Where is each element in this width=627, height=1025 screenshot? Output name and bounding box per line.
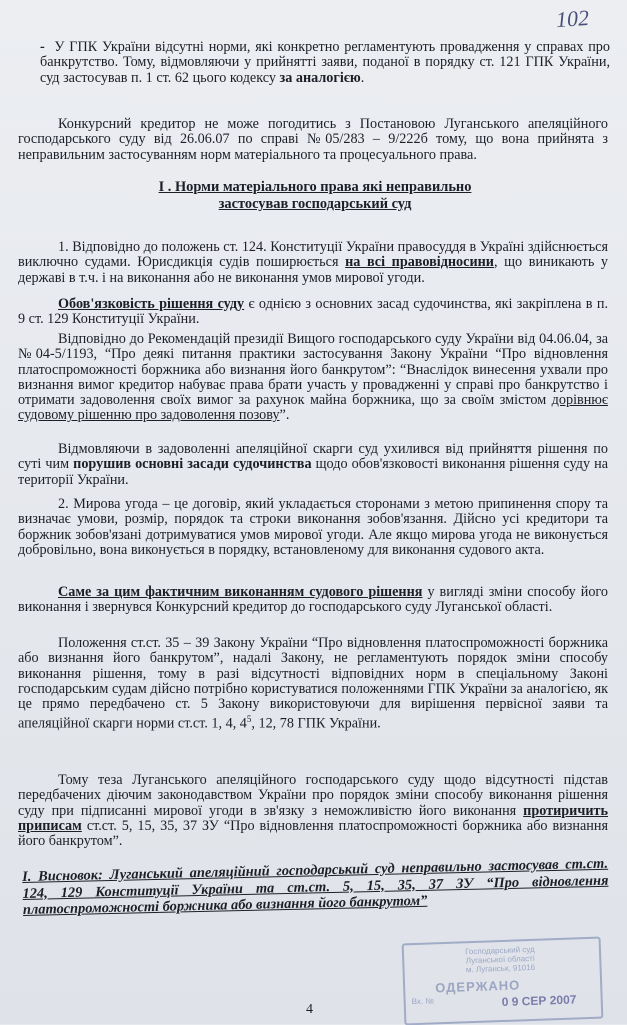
section-heading-line2: застосував господарський суд xyxy=(218,196,412,212)
p7-superscript: 5 xyxy=(246,714,252,725)
p2-emphasis: Обов'язковість рішення суду xyxy=(58,296,245,312)
p6-text: у вигляді зміни способу його виконання і звернувся Конкурсний кредитор до господарського суду Луганської області. xyxy=(18,584,608,616)
paragraph-3 xyxy=(18,332,608,424)
stamp-date: 0 9 СЕР 2007 xyxy=(501,992,577,1010)
paragraph-2 xyxy=(18,297,608,328)
p8-text-b: ст.ст. 5, 15, 35, 37 ЗУ “Про відновлення платоспроможності боржника або визнання його банкрутом”. xyxy=(18,817,608,850)
p6-emphasis: Саме за цим фактичним виконанням судового рішення xyxy=(58,584,423,600)
intro-bold: за аналогією xyxy=(279,69,361,86)
conclusion: І. Висновок: Луганський апеляційний господарський суд неправильно застосував ст.ст. 124, 129 Конституції України та ст.ст. 5, 15, 35, 37 ЗУ “Про відновлення платоспроможності боржника або визнання його банкрутом” xyxy=(22,855,609,918)
p8-text-a: Тому теза Луганського апеляційного господарського суду щодо відсутності підстав передбачених діючим законодавством України про порядок зміни способу виконання рішення суду при підписанні мирової угоди в зв'язку з неможливістю його виконання xyxy=(18,772,608,819)
stamp-line2: Луганської області xyxy=(465,953,535,966)
p3-text-a: Відповідно до Рекомендацій президії Вищого господарського суду України від 04.06.04, за №04-5/1193, “Про деякі питання практики застосування Закону України “Про відновлення платоспроможності боржника або визнання його банкрутом”: “Внаслідок винесення ухвали про визнання вимог кредитор набуває права брати участь у провадженні у справі про банкрутство і отримати задоволення своїх вимог за рахунок майна боржника, що за своїм змістом xyxy=(18,331,608,409)
stamp-line3: м. Луганськ, 91016 xyxy=(465,962,536,975)
section-heading xyxy=(100,179,530,213)
p4-text-a: Відмовляючи в задоволенні апеляційної скарги суд ухилився від прийняття рішення по суті чим xyxy=(18,441,608,473)
p7-text-b: , 12, 78 ГПК України. xyxy=(251,716,381,733)
handwritten-page-number: 102 xyxy=(555,4,590,33)
stamp-incoming-number: Вх. № xyxy=(411,996,435,1007)
p1-emphasis: на всі правовідносини xyxy=(345,254,494,271)
paragraph-1 xyxy=(18,240,608,286)
page-folio: 4 xyxy=(306,1002,313,1017)
bullet-marker: - xyxy=(40,39,45,55)
p4-bold: порушив основні засади судочинства xyxy=(73,456,312,473)
intro-text: У ГПК України відсутні норми, які конкретно регламентують провадження у справах про банкрутство. Тому, відмовляючи у прийнятті заяви, поданої в порядку ст. 121 ГПК України, суд застосував п. 1 ст. 62 цього кодексу xyxy=(40,39,610,86)
p8-emphasis: протиричить приписам xyxy=(18,802,608,834)
p3-text-b: ”. xyxy=(279,407,290,424)
intro-paragraph xyxy=(18,40,610,86)
p7-text-a: Положення ст.ст. 35 – 39 Закону України “Про відновлення платоспроможності боржника або визнання його банкрутом”, надалі Закону, не регламентують порядок зміни способу виконання рішення, тому в разі відсутності відповідних норм в спеціальному Законі господарським судам дійсно потрібно користуватися положеннями ГПК України за аналогією, як це прямо передбачено ст. 5 Закону використовуючи для вирішення первісної заяви та апеляційної скарги норми ст.ст. 1, 4, 4 xyxy=(18,635,608,733)
paragraph-5: 2. Мирова угода – це договір, який укладається сторонами з метою припинення спору та визначає умови, розмір, порядок та строки виконання зобов'язання. Дійсно усі кредитори та боржник зобов'язані дотримуватися умов мирової угоди. Але якщо мирова угода не виконується добровільно, вона виконується в порядку, встановленому для виконання судового акта. xyxy=(18,496,608,558)
stamp-court-name xyxy=(410,943,591,976)
p1-text-b: , що виникають у державі в т.ч. і на виконання або не виконання умов мирової угоди. xyxy=(18,254,608,286)
p1-text-a: 1. Відповідно до положень ст. 124. Конституції України правосуддя в Україні здійснюється виключно судами. Юрисдикція судів поширюється xyxy=(18,239,608,271)
creditor-paragraph: Конкурсний кредитор не може погодитись з Постановою Луганського апеляційного господарського суду від 26.06.07 по справі №05/283 – 9/222б тому, що вона прийнята з неправильним застосуванням норм матеріального та процесуального права. xyxy=(18,116,608,163)
p3-underlined: дорівнює судовому рішенню про задоволення позову xyxy=(18,392,608,424)
paragraph-4 xyxy=(18,442,608,488)
p2-text: є однією з основних засад судочинства, які закріплена в п. 9 ст. 129 Конституції України. xyxy=(18,296,608,328)
p4-text-b: щодо обов'язковості виконання рішення суду на території України. xyxy=(18,456,608,488)
stamp-line1: Господарський суд xyxy=(464,944,535,957)
received-stamp xyxy=(402,937,604,1025)
paragraph-8 xyxy=(18,773,608,849)
intro-end: . xyxy=(360,69,365,86)
paragraph-7 xyxy=(18,636,608,733)
stamp-received-label: ОДЕРЖАНО xyxy=(434,977,521,996)
paragraph-6 xyxy=(18,585,608,616)
section-heading-line1: І . Норми матеріального права які неправильно xyxy=(158,179,472,195)
